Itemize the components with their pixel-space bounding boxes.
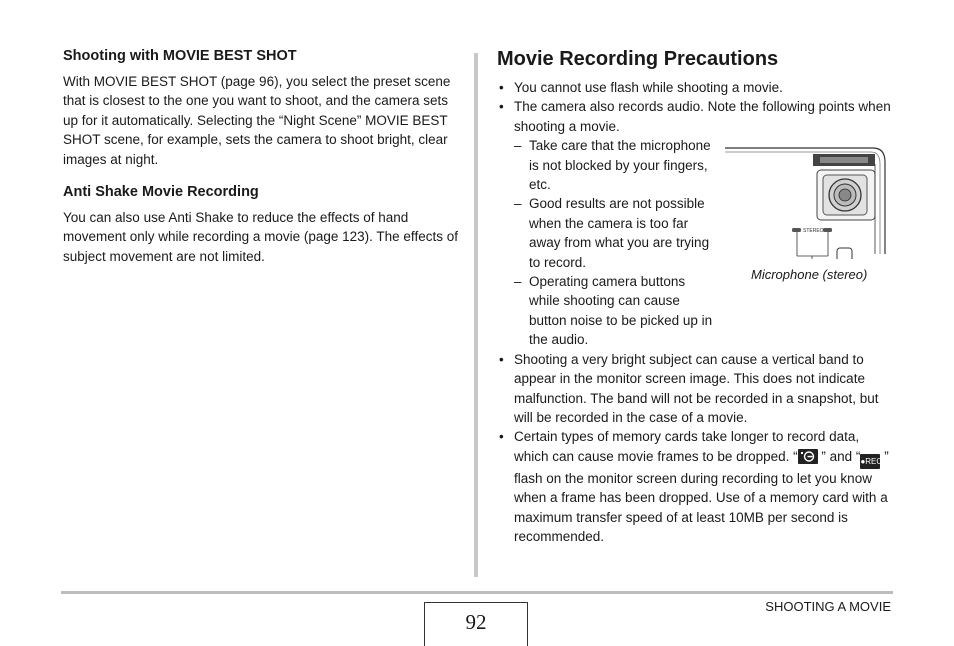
paragraph-movie-best-shot: With MOVIE BEST SHOT (page 96), you select the preset scene that is closest to the one you want to shoot, and the camera sets up for it automatically. Selecting the “Night Scene” MOVIE BEST SHOT scene, for example, sets the camera to shoot bright, clear images at night. [63,74,451,167]
heading-movie-best-shot: Shooting with MOVIE BEST SHOT [63,48,297,64]
frame-drop-icon [798,449,818,464]
audio-sub-list [514,136,714,349]
paragraph-anti-shake: You can also use Anti Shake to reduce the effects of hand movement only while recording a movie (page 123). The effects of subject movement are not limited. [63,210,458,264]
left-column [63,47,458,266]
bullet-text-flash: You cannot use flash while shooting a movie. [514,80,783,95]
bullet-text-bright-subject: Shooting a very bright subject can cause a vertical band to appear in the monitor screen image. This does not indicate malfunction. The band will not be recorded in a snapshot, but will be recorded in the case of a movie. [514,351,879,425]
right-column [497,46,892,546]
figure-caption: Microphone (stereo) [751,267,868,282]
sub-list-item: – Good results are not possible when the camera is too far away from what you are trying to record. [514,194,714,272]
heading-anti-shake: Anti Shake Movie Recording [63,184,259,201]
page-number: 92 [424,602,528,646]
section-title: Movie Recording Precautions [497,48,779,70]
bullet-text-audio: The camera also records audio. Note the following points when shooting a movie. [514,99,891,134]
column-divider [474,53,478,577]
figure-label-stereo: STEREO [803,228,824,234]
footer-divider [61,591,893,594]
list-item [497,427,892,546]
sub-list-item: – Take care that the microphone is not blocked by your fingers, etc. [514,136,714,194]
rec-icon: ●REC [860,454,880,469]
list-item [497,350,892,428]
footer-section-name: SHOOTING A MOVIE [765,599,891,614]
sub-list-item: – Operating camera buttons while shooting can cause button noise to be picked up in the audio. [514,272,714,350]
bullet-text-memory-part2: ” and “ [817,448,861,464]
bullet-text-memory-part1: Certain types of memory cards take longer to record data, which can cause movie frames to be dropped. “ [514,429,860,464]
camera-microphone-figure [725,144,890,259]
list-item [497,78,892,97]
bullet-text-memory-part3: ” flash on the monitor screen during recording to let you know when a frame has been dropped. Use of a memory card with a maximum transfer speed of at least 10MB per second is recommended. [514,448,889,544]
